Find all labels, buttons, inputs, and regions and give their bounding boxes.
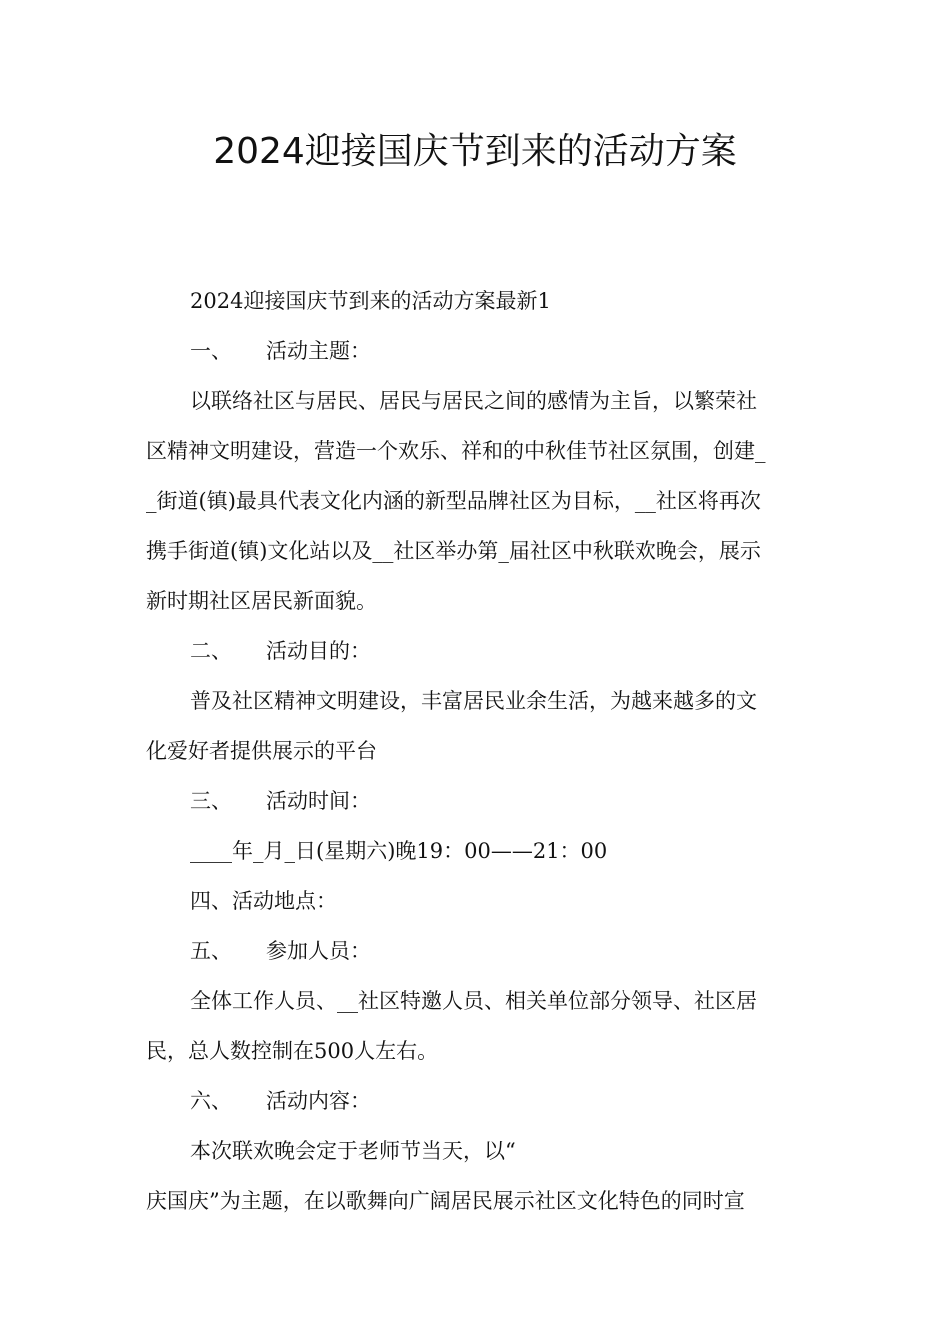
section-5-heading — [146, 926, 810, 976]
section-1-number: 一、 — [190, 339, 232, 363]
section-2-line: 化爱好者提供展示的平台 — [146, 739, 377, 763]
section-1-line: 携手街道(镇)文化站以及__社区举办第_届社区中秋联欢晚会，展示 — [146, 539, 761, 563]
section-5-label: 参加人员： — [266, 939, 371, 963]
section-1-line: _街道(镇)最具代表文化内涵的新型品牌社区为目标，__社区将再次 — [146, 489, 761, 513]
section-3-line: ____年_月_日(星期六)晚19：00——21：00 — [190, 839, 608, 863]
section-5-line: 民，总人数控制在500人左右。 — [146, 1039, 439, 1063]
section-6-label: 活动内容： — [266, 1089, 371, 1113]
document-body — [146, 276, 810, 1226]
section-1-heading — [146, 326, 810, 376]
page-title: 2024迎接国庆节到来的活动方案 — [213, 131, 737, 172]
section-1-label: 活动主题： — [266, 339, 371, 363]
section-2-line: 普及社区精神文明建设，丰富居民业余生活，为越来越多的文 — [190, 689, 757, 713]
section-2-label: 活动目的： — [266, 639, 371, 663]
section-1-line: 以联络社区与居民、居民与居民之间的感情为主旨，以繁荣社 — [190, 389, 757, 413]
section-6-line: 本次联欢晚会定于老师节当天，以“ — [190, 1139, 516, 1163]
section-6-heading — [146, 1076, 810, 1126]
section-5-line: 全体工作人员、__社区特邀人员、相关单位部分领导、社区居 — [190, 989, 757, 1013]
section-3-label: 活动时间： — [266, 789, 371, 813]
document-subtitle: 2024迎接国庆节到来的活动方案最新1 — [190, 289, 551, 313]
section-6-line: 庆国庆”为主题，在以歌舞向广阔居民展示社区文化特色的同时宣 — [146, 1189, 745, 1213]
section-3-number: 三、 — [190, 789, 232, 813]
section-2-heading — [146, 626, 810, 676]
section-2-number: 二、 — [190, 639, 232, 663]
section-1-line: 新时期社区居民新面貌。 — [146, 589, 377, 613]
section-3-heading — [146, 776, 810, 826]
section-4-heading: 四、活动地点： — [190, 889, 337, 913]
section-6-number: 六、 — [190, 1089, 232, 1113]
section-5-number: 五、 — [190, 939, 232, 963]
section-1-line: 区精神文明建设，营造一个欢乐、祥和的中秋佳节社区氛围，创建_ — [146, 439, 766, 463]
